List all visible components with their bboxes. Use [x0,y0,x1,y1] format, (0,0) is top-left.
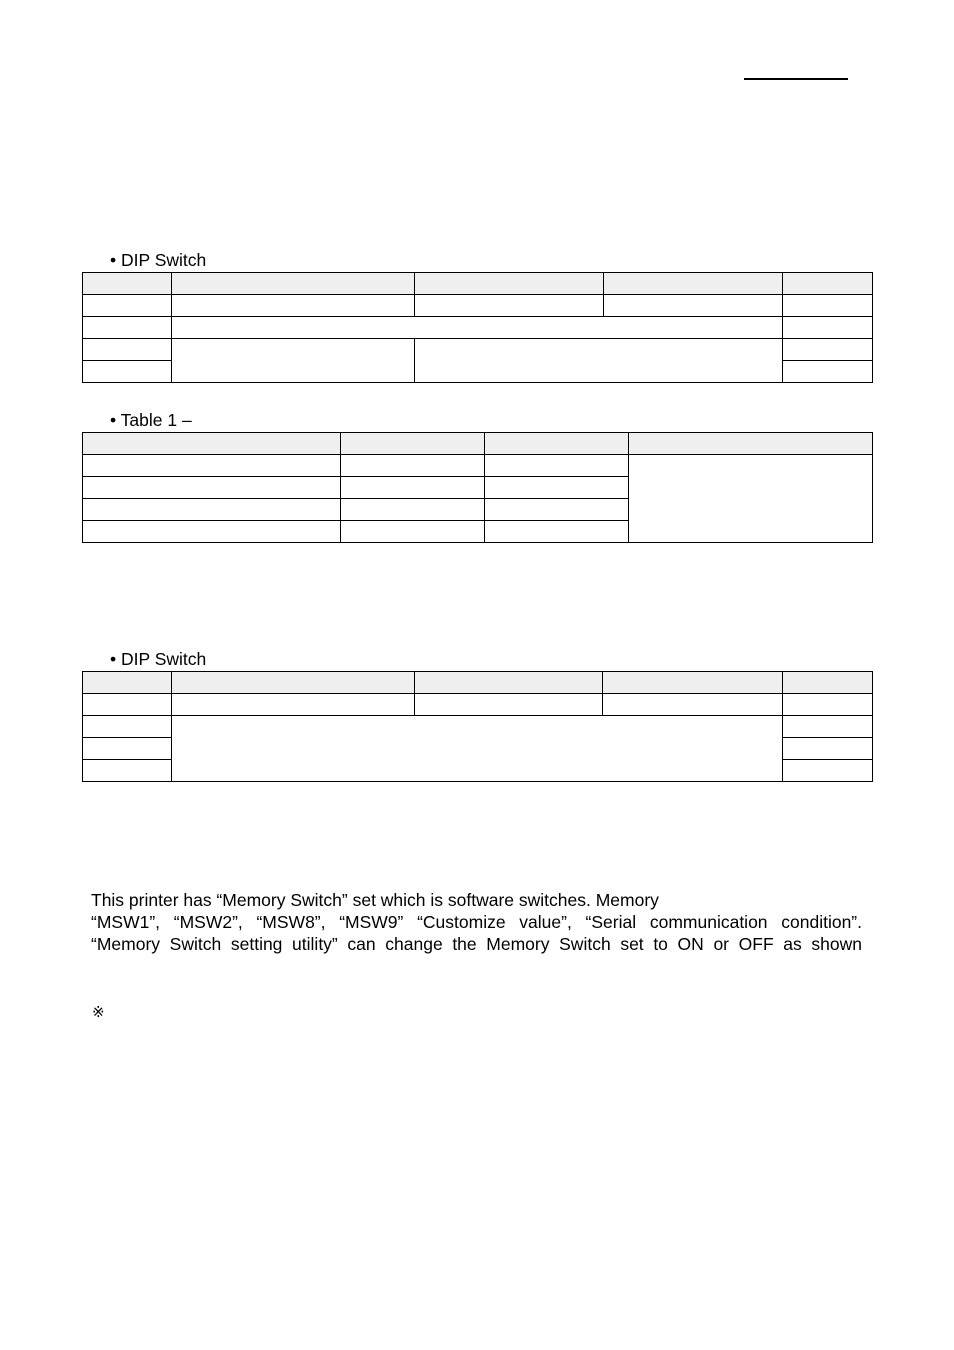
dip-switch-label-2: • DIP Switch [110,649,207,669]
dip-switch-table-1 [82,272,873,383]
note-reference-mark: ※ [92,1003,105,1021]
table-header-row [83,672,873,694]
table-row [83,716,873,738]
table-header-row [83,273,873,295]
table-row [83,339,873,361]
dip-switch-table-2 [82,671,873,782]
table-row [83,455,873,477]
paragraph-line-3: “Memory Switch setting utility” can change the Memory Switch set to ON or OFF as shown [91,934,862,954]
memory-switch-paragraph [91,889,862,955]
dip-switch-label-1: • DIP Switch [110,250,207,270]
paragraph-line-1: This printer has “Memory Switch” set which is software switches. Memory [91,890,659,910]
table1-label: • Table 1 – [110,410,192,430]
table-row [83,317,873,339]
table-row [83,694,873,716]
header-revision-underline [744,78,848,80]
table-header-row [83,433,873,455]
paragraph-line-2: “MSW1”, “MSW2”, “MSW8”, “MSW9” “Customize value”, “Serial communication condition”. [91,912,862,932]
table-row [83,295,873,317]
table-1 [82,432,873,543]
